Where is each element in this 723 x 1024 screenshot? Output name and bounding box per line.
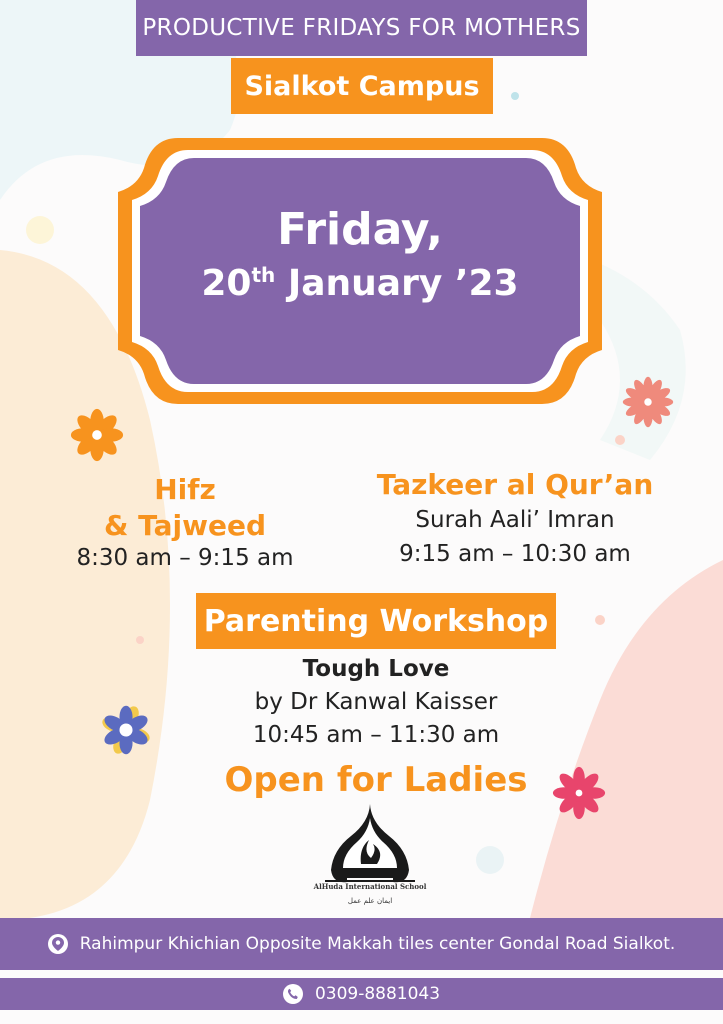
date-month-year: January ’23: [275, 263, 519, 304]
event-title-banner: PRODUCTIVE FRIDAYS FOR MOTHERS: [136, 0, 587, 56]
session-time-hifz: 8:30 am – 9:15 am: [76, 545, 294, 571]
date-suffix: th: [251, 263, 276, 287]
phone-number: 0309-8881043: [314, 984, 441, 1004]
session-title-tazkeer: Tazkeer al Qur’an: [376, 468, 654, 501]
salmon-flower-icon: [620, 374, 676, 430]
session-time-tazkeer: 9:15 am – 10:30 am: [399, 541, 631, 567]
session-title-line1: Hifz: [154, 473, 216, 506]
session-subtitle-tazkeer: Surah Aali’ Imran: [415, 507, 615, 533]
campus-label: Sialkot Campus: [231, 58, 493, 114]
blue-flower-icon: [98, 702, 154, 758]
workshop-label: Parenting Workshop: [196, 593, 556, 649]
date-weekday: Friday,: [277, 204, 443, 255]
workshop-time: 10:45 am – 11:30 am: [252, 722, 500, 748]
phone-icon: [283, 984, 303, 1004]
logo-motto: ایمان علم عمل: [347, 897, 393, 905]
phone-bar: [0, 978, 723, 1010]
address-bar: [0, 918, 723, 970]
logo-school-name: AlHuda International School: [313, 882, 427, 891]
orange-flower-icon: [68, 406, 126, 464]
location-pin-icon: [48, 934, 68, 954]
date-full: [108, 263, 612, 304]
workshop-topic: Tough Love: [302, 656, 450, 682]
date-day: 20: [201, 263, 252, 304]
session-title-line2: & Tajweed: [103, 509, 267, 542]
session-title-hifz: [60, 472, 310, 544]
address-text: Rahimpur Khichian Opposite Makkah tiles center Gondal Road Sialkot.: [79, 934, 676, 954]
audience-label: Open for Ladies: [224, 760, 528, 800]
alhuda-logo: [311, 800, 429, 912]
workshop-speaker: by Dr Kanwal Kaisser: [254, 689, 498, 715]
pink-flower-icon: [550, 764, 608, 822]
